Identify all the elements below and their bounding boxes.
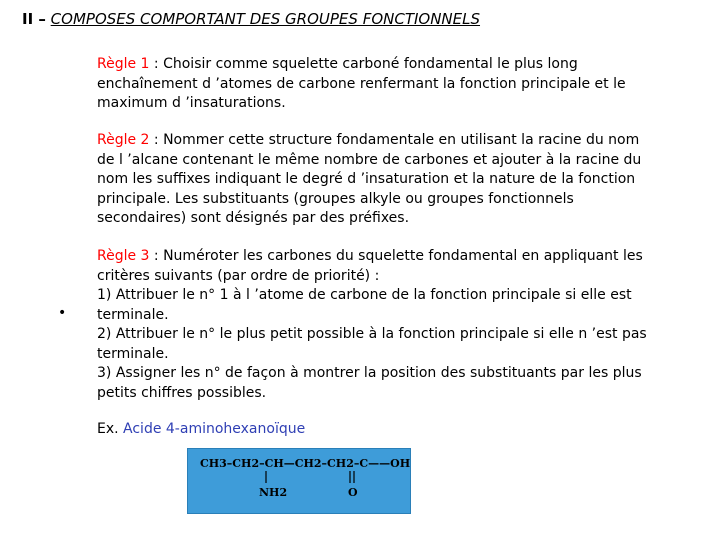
rule-3-line: terminale. xyxy=(97,306,169,323)
formula-carbonyl-oxygen: O xyxy=(348,486,358,499)
example-compound-name: Acide 4-aminohexanoïque xyxy=(123,421,306,437)
rule-2-line: secondaires) sont désignés par des préfixes. xyxy=(97,210,410,226)
rule-2-line: de l ’alcane contenant le même nombre de carbones et ajouter à la racine du xyxy=(97,151,642,168)
bullet-point: • xyxy=(58,305,67,321)
rule-1-line: : Choisir comme squelette carboné fondamental le plus long xyxy=(149,56,578,72)
structural-formula xyxy=(187,448,411,514)
example-line xyxy=(97,421,305,437)
rule-2-line: principale. Les substituants (groupes alkyle ou groupes fonctionnels xyxy=(97,190,574,207)
section-number: II – xyxy=(22,10,46,28)
rule-1-label: Règle 1 xyxy=(97,56,150,72)
rule-1-line: maximum d ’insaturations. xyxy=(97,95,286,111)
formula-substituent: NH2 xyxy=(259,486,288,499)
example-prefix: Ex. xyxy=(97,421,124,437)
rule-3-line: 2) Attribuer le n° le plus petit possible à la fonction principale si elle n ’est pas xyxy=(97,326,647,342)
section-title xyxy=(22,10,480,28)
rule-1-line: enchaînement d ’atomes de carbone renfermant la fonction principale et le xyxy=(97,75,626,92)
rule-3-label: Règle 3 xyxy=(97,248,150,264)
rule-2-line: nom les suffixes indiquant le degré d ’insaturation et la nature de la fonction xyxy=(97,171,636,187)
rule-2-line: : Nommer cette structure fondamentale en utilisant la racine du nom xyxy=(149,132,640,148)
rule-3 xyxy=(97,247,697,403)
rule-3-line: petits chiffres possibles. xyxy=(97,384,267,401)
formula-main-chain: CH3–CH2–CH—CH2–CH2–C——OH xyxy=(200,457,410,470)
rule-3-line: 3) Assigner les n° de façon à montrer la position des substituants par les plus xyxy=(97,365,642,381)
rule-1 xyxy=(97,55,697,114)
section-heading: COMPOSES COMPORTANT DES GROUPES FONCTIONNELS xyxy=(50,10,481,28)
rule-3-line: terminale. xyxy=(97,345,169,362)
rule-2-label: Règle 2 xyxy=(97,132,150,148)
rule-2 xyxy=(97,131,697,229)
rule-3-line: : Numéroter les carbones du squelette fondamental en appliquant les xyxy=(149,248,643,264)
rule-3-line: critères suivants (par ordre de priorité) : xyxy=(97,267,380,284)
rule-3-line: 1) Attribuer le n° 1 à l ’atome de carbone de la fonction principale si elle est xyxy=(97,287,632,303)
formula-drawing xyxy=(188,449,410,513)
